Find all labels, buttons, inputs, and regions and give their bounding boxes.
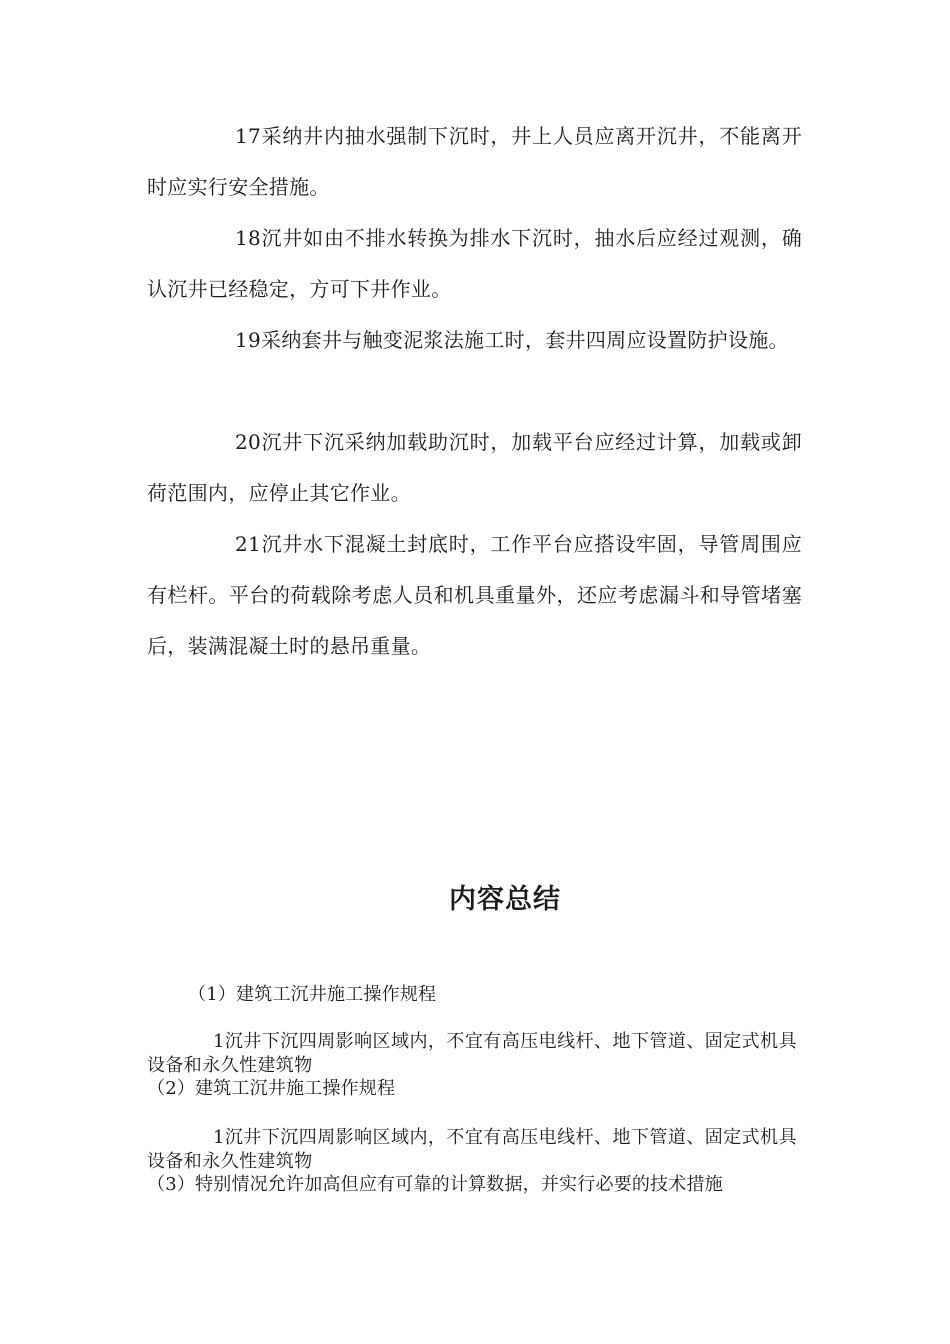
summary-item-3-heading: （3）特别情况允许加高但应有可靠的计算数据，并实行必要的技术措施 <box>147 1174 723 1195</box>
summary-item-1-text: 1沉井下沉四周影响区域内，不宜有高压电线杆、地下管道、固定式机具设备和永久性建筑物 <box>147 1031 797 1076</box>
summary-title: 内容总结 <box>449 884 561 915</box>
paragraph-18: 18沉井如由不排水转换为排水下沉时，抽水后应经过观测，确认沉井已经稳定，方可下井作业。 <box>147 226 802 301</box>
summary-item-2-heading: （2）建筑工沉井施工操作规程 <box>147 1078 396 1099</box>
paragraph-19: 19采纳套井与触变泥浆法施工时，套井四周应设置防护设施。 <box>235 328 789 352</box>
summary-item-1-heading: （1）建筑工沉井施工操作规程 <box>188 984 437 1005</box>
paragraph-21: 21沉井水下混凝土封底时，工作平台应搭设牢固，导管周围应有栏杆。平台的荷载除考虑人员和机具重量外，还应考虑漏斗和导管堵塞后，装满混凝土时的悬吊重量。 <box>147 532 802 658</box>
paragraph-20: 20沉井下沉采纳加载助沉时，加载平台应经过计算，加载或卸荷范围内，应停止其它作业。 <box>147 430 802 505</box>
summary-item-2-text: 1沉井下沉四周影响区域内，不宜有高压电线杆、地下管道、固定式机具设备和永久性建筑物 <box>147 1127 797 1172</box>
paragraph-17: 17采纳井内抽水强制下沉时，井上人员应离开沉井，不能离开时应实行安全措施。 <box>147 124 802 199</box>
